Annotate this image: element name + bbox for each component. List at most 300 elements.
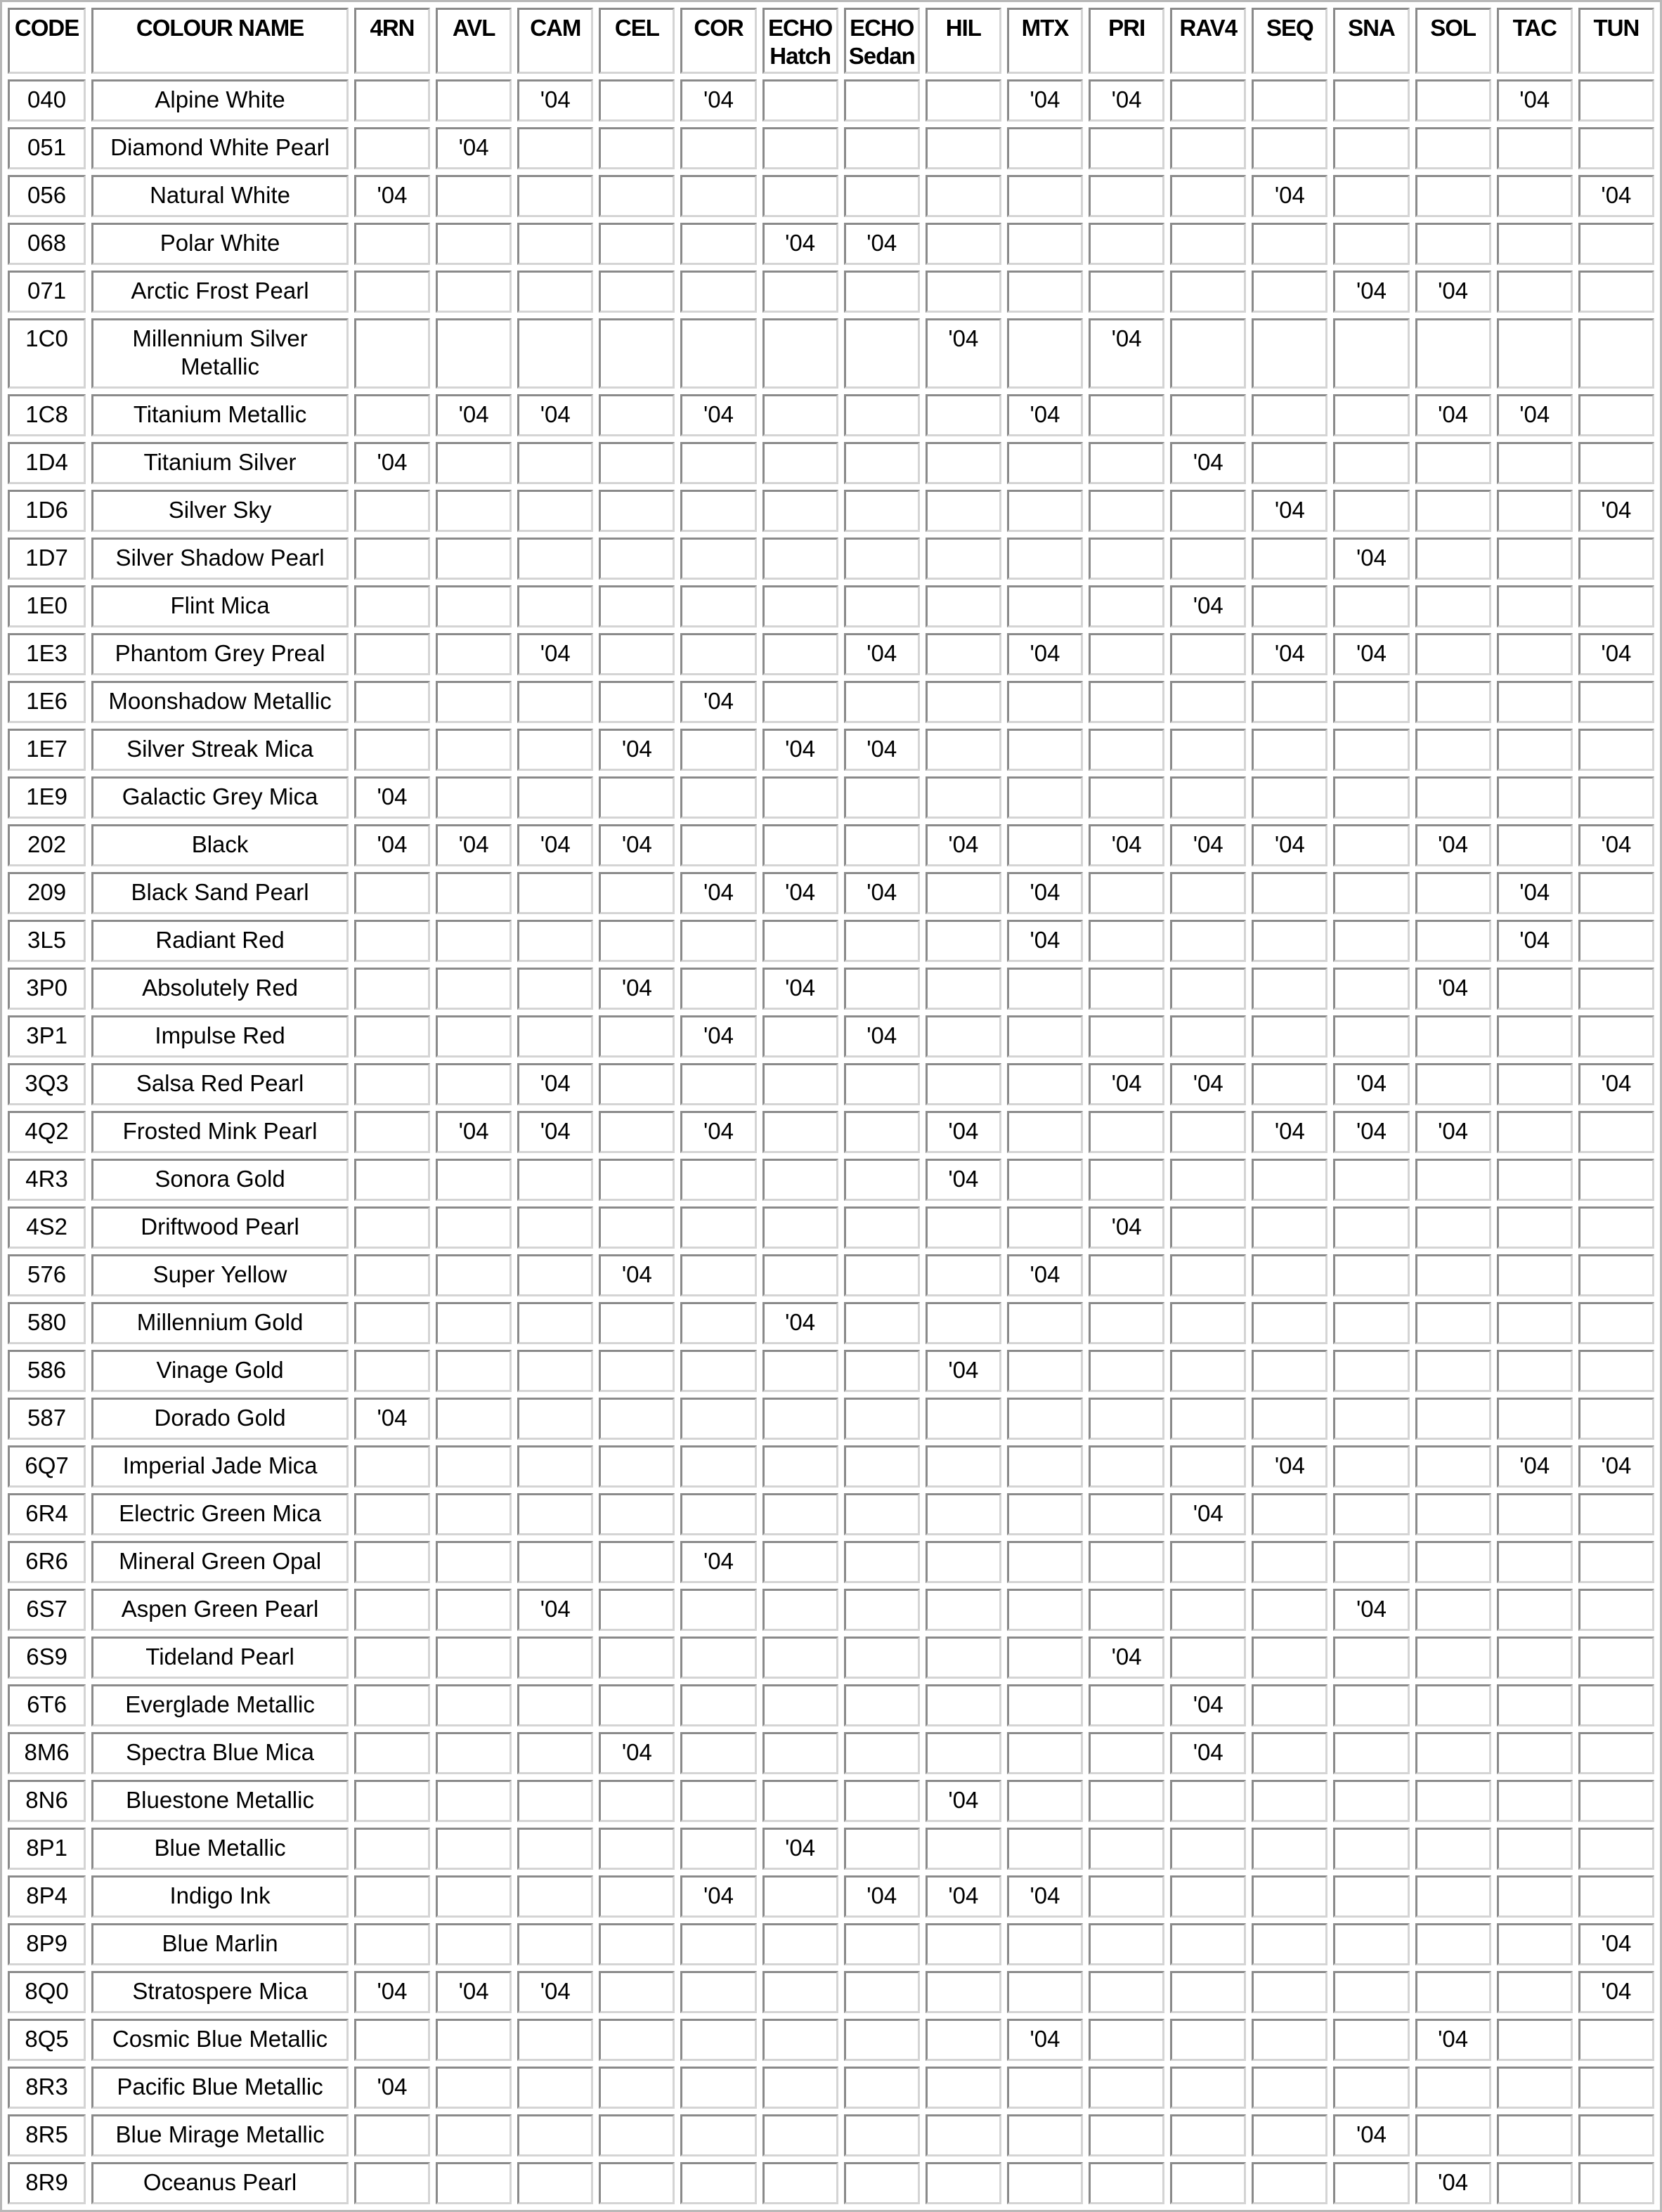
availability-cell [844, 394, 920, 436]
code-cell: 8Q0 [8, 1971, 86, 2013]
availability-cell [354, 223, 430, 265]
colour-name-cell: Black [91, 824, 349, 866]
availability-cell [762, 1541, 838, 1583]
table-body [8, 79, 1654, 2204]
availability-cell [517, 2114, 593, 2156]
table-row [8, 1541, 1654, 1583]
availability-cell [680, 538, 756, 580]
code-cell: 580 [8, 1302, 86, 1344]
availability-cell [436, 223, 512, 265]
availability-cell [599, 1015, 675, 1058]
availability-cell [844, 442, 920, 484]
column-header-model: SEQ [1252, 8, 1327, 74]
availability-cell [926, 175, 1001, 217]
colour-name-cell: Cosmic Blue Metallic [91, 2019, 349, 2061]
availability-cell: '04 [762, 1828, 838, 1870]
availability-cell [1333, 442, 1409, 484]
availability-cell [1170, 1206, 1246, 1249]
column-header-model: 4RN [354, 8, 430, 74]
availability-cell [1252, 2162, 1327, 2204]
availability-cell [599, 585, 675, 627]
availability-cell [1578, 2162, 1654, 2204]
availability-cell: '04 [1333, 1111, 1409, 1153]
availability-cell [1497, 1875, 1573, 1918]
table-row [8, 1828, 1654, 1870]
availability-cell [1170, 1971, 1246, 2013]
table-row [8, 1111, 1654, 1153]
availability-cell [1170, 1541, 1246, 1583]
availability-cell [517, 729, 593, 771]
availability-cell [1578, 1493, 1654, 1535]
column-header-model: CEL [599, 8, 675, 74]
availability-cell [762, 1589, 838, 1631]
availability-cell [1007, 968, 1083, 1010]
table-row [8, 2067, 1654, 2109]
availability-cell [599, 776, 675, 819]
availability-cell [1333, 872, 1409, 914]
availability-cell [1578, 2114, 1654, 2156]
availability-cell [1089, 2067, 1164, 2109]
availability-cell [436, 1350, 512, 1392]
availability-cell [436, 1780, 512, 1822]
availability-cell [517, 872, 593, 914]
table-row [8, 1875, 1654, 1918]
availability-cell [599, 1541, 675, 1583]
colour-name-cell: Bluestone Metallic [91, 1780, 349, 1822]
availability-cell [844, 585, 920, 627]
availability-cell [354, 1493, 430, 1535]
availability-cell: '04 [844, 729, 920, 771]
availability-cell [436, 1923, 512, 1965]
availability-cell: '04 [354, 1971, 430, 2013]
availability-cell [1252, 920, 1327, 962]
availability-cell [762, 1063, 838, 1105]
availability-cell [517, 2019, 593, 2061]
availability-cell [1333, 1015, 1409, 1058]
availability-cell [354, 79, 430, 122]
availability-cell [1415, 585, 1491, 627]
availability-cell [762, 1206, 838, 1249]
availability-cell [926, 1923, 1001, 1965]
code-cell: 8M6 [8, 1732, 86, 1774]
availability-cell [1415, 490, 1491, 532]
availability-cell [1415, 318, 1491, 389]
availability-cell [1333, 1780, 1409, 1822]
code-cell: 202 [8, 824, 86, 866]
availability-cell: '04 [1415, 968, 1491, 1010]
availability-cell [762, 1971, 838, 2013]
availability-cell: '04 [1578, 1923, 1654, 1965]
availability-cell [354, 1589, 430, 1631]
availability-cell [1089, 1493, 1164, 1535]
availability-cell [1333, 175, 1409, 217]
availability-cell [436, 585, 512, 627]
availability-cell [517, 681, 593, 723]
availability-cell [926, 2067, 1001, 2109]
availability-cell [1089, 776, 1164, 819]
availability-cell [599, 175, 675, 217]
table-row [8, 1015, 1654, 1058]
availability-cell: '04 [1333, 1589, 1409, 1631]
availability-cell [1497, 538, 1573, 580]
availability-cell [1007, 824, 1083, 866]
colour-name-cell: Blue Metallic [91, 1828, 349, 1870]
colour-name-cell: Titanium Metallic [91, 394, 349, 436]
availability-cell [1497, 1493, 1573, 1535]
availability-cell [1170, 490, 1246, 532]
availability-cell [1497, 585, 1573, 627]
availability-cell [354, 872, 430, 914]
colour-name-cell: Everglade Metallic [91, 1684, 349, 1726]
availability-cell [1415, 2067, 1491, 2109]
colour-name-cell: Blue Mirage Metallic [91, 2114, 349, 2156]
availability-cell [354, 2019, 430, 2061]
colour-name-cell: Silver Shadow Pearl [91, 538, 349, 580]
availability-cell [354, 1206, 430, 1249]
availability-cell: '04 [1252, 1111, 1327, 1153]
availability-cell [1415, 1875, 1491, 1918]
table-row [8, 1350, 1654, 1392]
code-cell: 6S7 [8, 1589, 86, 1631]
availability-cell [844, 1302, 920, 1344]
availability-cell [1415, 1971, 1491, 2013]
availability-cell [599, 442, 675, 484]
availability-cell [1252, 681, 1327, 723]
availability-cell [599, 127, 675, 169]
availability-cell [1497, 318, 1573, 389]
colour-name-cell: Phantom Grey Preal [91, 633, 349, 675]
colour-name-cell: Black Sand Pearl [91, 872, 349, 914]
code-cell: 051 [8, 127, 86, 169]
availability-cell [517, 1684, 593, 1726]
availability-cell [1007, 271, 1083, 313]
availability-cell: '04 [1333, 633, 1409, 675]
colour-name-cell: Stratospere Mica [91, 1971, 349, 2013]
availability-cell [926, 872, 1001, 914]
availability-cell [926, 2019, 1001, 2061]
availability-cell [1497, 1923, 1573, 1965]
availability-cell [844, 79, 920, 122]
availability-cell [599, 633, 675, 675]
availability-cell [680, 318, 756, 389]
availability-cell [436, 318, 512, 389]
availability-cell [1497, 1063, 1573, 1105]
availability-cell [354, 490, 430, 532]
availability-cell: '04 [762, 872, 838, 914]
availability-cell [1007, 1445, 1083, 1488]
availability-cell: '04 [436, 127, 512, 169]
availability-cell [762, 1637, 838, 1679]
code-cell: 587 [8, 1398, 86, 1440]
availability-cell [1497, 490, 1573, 532]
availability-cell: '04 [844, 872, 920, 914]
availability-cell [1415, 127, 1491, 169]
availability-cell [1415, 1684, 1491, 1726]
availability-cell: '04 [1415, 394, 1491, 436]
code-cell: 4R3 [8, 1159, 86, 1201]
availability-cell [762, 1493, 838, 1535]
availability-cell [436, 872, 512, 914]
availability-cell [1497, 776, 1573, 819]
availability-cell [680, 1780, 756, 1822]
availability-cell [1333, 1493, 1409, 1535]
availability-cell: '04 [354, 175, 430, 217]
availability-cell [517, 1159, 593, 1201]
availability-cell [844, 2162, 920, 2204]
availability-cell [762, 1684, 838, 1726]
availability-cell: '04 [926, 824, 1001, 866]
code-cell: 576 [8, 1254, 86, 1296]
availability-cell [762, 681, 838, 723]
availability-cell [680, 1971, 756, 2013]
table-row [8, 490, 1654, 532]
availability-cell: '04 [599, 1732, 675, 1774]
availability-cell [1497, 1111, 1573, 1153]
availability-cell [926, 681, 1001, 723]
availability-cell [436, 1159, 512, 1201]
availability-cell [1170, 175, 1246, 217]
availability-cell [354, 538, 430, 580]
availability-cell [1497, 824, 1573, 866]
availability-cell: '04 [1497, 872, 1573, 914]
availability-cell [436, 1254, 512, 1296]
availability-cell [1333, 223, 1409, 265]
availability-cell [1170, 223, 1246, 265]
availability-cell [354, 1684, 430, 1726]
availability-cell [436, 1684, 512, 1726]
availability-cell [1252, 1780, 1327, 1822]
availability-cell [354, 1063, 430, 1105]
availability-cell [1415, 442, 1491, 484]
availability-cell [762, 394, 838, 436]
availability-cell [1333, 1637, 1409, 1679]
availability-cell [926, 1971, 1001, 2013]
availability-cell [436, 1875, 512, 1918]
availability-cell [1089, 127, 1164, 169]
code-cell: 1D6 [8, 490, 86, 532]
availability-cell [926, 1063, 1001, 1105]
availability-cell [517, 1302, 593, 1344]
availability-cell [762, 271, 838, 313]
table-row [8, 1780, 1654, 1822]
availability-cell [1170, 633, 1246, 675]
code-cell: 8R5 [8, 2114, 86, 2156]
availability-cell [354, 318, 430, 389]
availability-cell [1415, 1398, 1491, 1440]
table-row [8, 538, 1654, 580]
table-row [8, 223, 1654, 265]
availability-cell [354, 968, 430, 1010]
availability-cell [1497, 1732, 1573, 1774]
code-cell: 6Q7 [8, 1445, 86, 1488]
availability-cell [1578, 1254, 1654, 1296]
colour-name-cell: Titanium Silver [91, 442, 349, 484]
colour-name-cell: Moonshadow Metallic [91, 681, 349, 723]
header-row [8, 8, 1654, 74]
availability-cell [1089, 1780, 1164, 1822]
availability-cell [1252, 2067, 1327, 2109]
availability-cell [762, 1398, 838, 1440]
availability-cell: '04 [1252, 175, 1327, 217]
availability-cell [1007, 1206, 1083, 1249]
colour-name-cell: Frosted Mink Pearl [91, 1111, 349, 1153]
table-row [8, 442, 1654, 484]
table-row [8, 1206, 1654, 1249]
availability-cell [1007, 538, 1083, 580]
code-cell: 6S9 [8, 1637, 86, 1679]
availability-cell: '04 [926, 1350, 1001, 1392]
availability-cell [1333, 127, 1409, 169]
availability-cell [1170, 2019, 1246, 2061]
availability-cell: '04 [762, 223, 838, 265]
availability-cell [1007, 1015, 1083, 1058]
availability-cell [844, 776, 920, 819]
availability-cell [762, 1445, 838, 1488]
availability-cell: '04 [680, 872, 756, 914]
code-cell: 209 [8, 872, 86, 914]
availability-cell [1007, 2067, 1083, 2109]
availability-cell: '04 [1170, 1493, 1246, 1535]
availability-cell [762, 585, 838, 627]
table-row [8, 776, 1654, 819]
availability-cell [844, 1971, 920, 2013]
availability-cell: '04 [926, 1111, 1001, 1153]
code-cell: 8P1 [8, 1828, 86, 1870]
availability-cell [599, 2019, 675, 2061]
availability-cell [1170, 1111, 1246, 1153]
code-cell: 3L5 [8, 920, 86, 962]
availability-cell [1089, 1589, 1164, 1631]
code-cell: 8P4 [8, 1875, 86, 1918]
availability-cell [680, 1398, 756, 1440]
availability-cell [599, 1875, 675, 1918]
availability-cell [354, 1923, 430, 1965]
availability-cell [354, 1780, 430, 1822]
availability-cell [1089, 1015, 1164, 1058]
availability-cell [1578, 1828, 1654, 1870]
availability-cell [680, 1732, 756, 1774]
code-cell: 1C8 [8, 394, 86, 436]
availability-cell [926, 394, 1001, 436]
colour-name-cell: Tideland Pearl [91, 1637, 349, 1679]
availability-cell [680, 1684, 756, 1726]
availability-cell [762, 1923, 838, 1965]
availability-cell [1252, 1732, 1327, 1774]
availability-cell [1333, 1398, 1409, 1440]
availability-cell [1578, 1732, 1654, 1774]
table-row [8, 1971, 1654, 2013]
colour-name-cell: Pacific Blue Metallic [91, 2067, 349, 2109]
colour-name-cell: Impulse Red [91, 1015, 349, 1058]
availability-cell [926, 1541, 1001, 1583]
availability-cell: '04 [436, 824, 512, 866]
code-cell: 1E3 [8, 633, 86, 675]
availability-cell [1007, 776, 1083, 819]
availability-cell [1415, 633, 1491, 675]
availability-cell [1089, 2162, 1164, 2204]
colour-name-cell: Polar White [91, 223, 349, 265]
availability-cell [517, 1828, 593, 1870]
code-cell: 040 [8, 79, 86, 122]
availability-cell: '04 [1089, 79, 1164, 122]
availability-cell [436, 490, 512, 532]
availability-cell: '04 [1578, 1971, 1654, 2013]
availability-cell [1497, 1350, 1573, 1392]
colour-name-cell: Salsa Red Pearl [91, 1063, 349, 1105]
availability-cell [1089, 271, 1164, 313]
availability-cell [1415, 1302, 1491, 1344]
availability-cell: '04 [517, 79, 593, 122]
availability-cell [1415, 1350, 1491, 1392]
availability-cell [599, 1923, 675, 1965]
code-cell: 8R9 [8, 2162, 86, 2204]
availability-cell [599, 538, 675, 580]
availability-cell [762, 1875, 838, 1918]
availability-cell [680, 1589, 756, 1631]
availability-cell [1578, 2019, 1654, 2061]
availability-cell: '04 [1007, 2019, 1083, 2061]
availability-cell [844, 1350, 920, 1392]
availability-cell [1415, 1589, 1491, 1631]
availability-cell: '04 [1007, 920, 1083, 962]
availability-cell [1252, 1971, 1327, 2013]
availability-cell [1333, 394, 1409, 436]
availability-cell [1252, 442, 1327, 484]
availability-cell [1497, 1684, 1573, 1726]
availability-cell: '04 [680, 681, 756, 723]
availability-cell [1497, 127, 1573, 169]
availability-cell: '04 [1333, 538, 1409, 580]
availability-cell: '04 [1007, 872, 1083, 914]
availability-cell [844, 271, 920, 313]
availability-cell [1578, 394, 1654, 436]
availability-cell [517, 1015, 593, 1058]
colour-name-cell: Mineral Green Opal [91, 1541, 349, 1583]
column-header-colour-name: COLOUR NAME [91, 8, 349, 74]
availability-cell [680, 968, 756, 1010]
availability-cell [1578, 442, 1654, 484]
availability-cell [844, 318, 920, 389]
availability-cell [1578, 1206, 1654, 1249]
availability-cell: '04 [926, 318, 1001, 389]
availability-cell [1333, 1828, 1409, 1870]
column-header-model: PRI [1089, 8, 1164, 74]
availability-cell: '04 [680, 394, 756, 436]
availability-cell [762, 490, 838, 532]
availability-cell [844, 1111, 920, 1153]
availability-cell [844, 968, 920, 1010]
availability-cell [1170, 2162, 1246, 2204]
availability-cell [436, 1589, 512, 1631]
table-row [8, 1445, 1654, 1488]
table-row [8, 968, 1654, 1010]
availability-cell [354, 1875, 430, 1918]
table-row [8, 920, 1654, 962]
availability-cell [680, 1923, 756, 1965]
code-cell: 1C0 [8, 318, 86, 389]
availability-cell [1089, 920, 1164, 962]
availability-cell [1497, 1015, 1573, 1058]
availability-cell [517, 1206, 593, 1249]
availability-cell [680, 1828, 756, 1870]
availability-cell [1089, 1541, 1164, 1583]
availability-cell [1415, 1159, 1491, 1201]
availability-cell: '04 [1170, 824, 1246, 866]
colour-name-cell: Galactic Grey Mica [91, 776, 349, 819]
colour-name-cell: Super Yellow [91, 1254, 349, 1296]
code-cell: 3P0 [8, 968, 86, 1010]
availability-cell [599, 1302, 675, 1344]
